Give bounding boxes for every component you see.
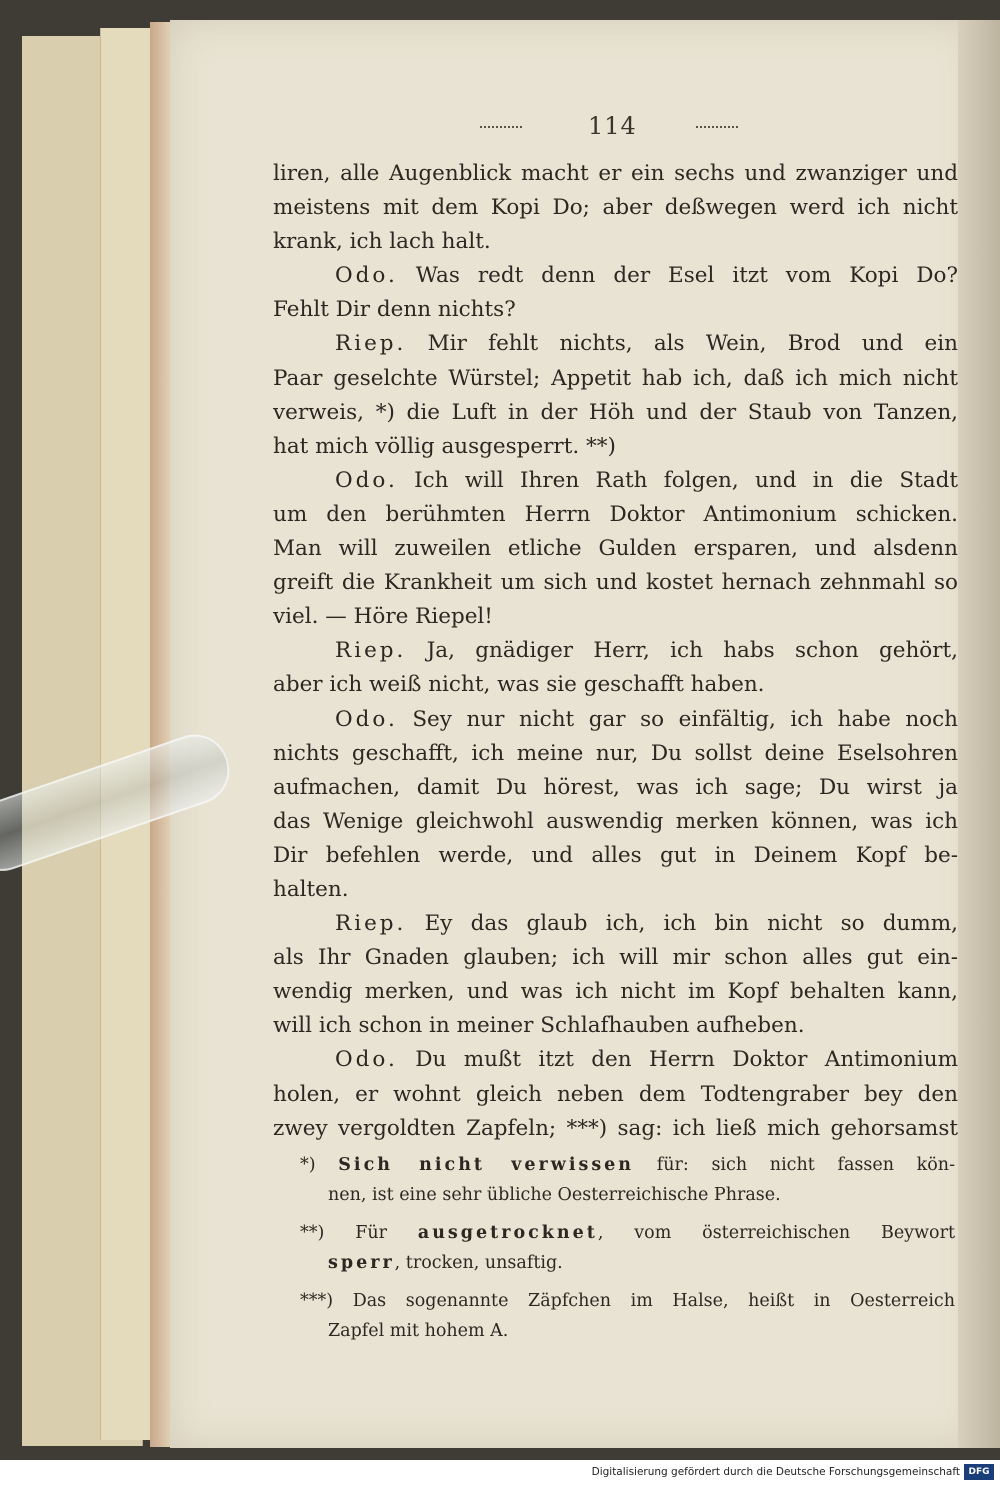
text-line (273, 805, 958, 839)
text-line (273, 907, 958, 941)
text-line (273, 668, 958, 702)
text-line (273, 634, 958, 668)
footnote-line (300, 1150, 955, 1180)
page-right-edge (958, 20, 1000, 1448)
text-line (273, 600, 958, 634)
speaker-name: Riep. (335, 638, 407, 664)
line-text: greift die Krankheit um sich und kostet hernach zehnmahl so (273, 570, 958, 596)
line-text: Paar geselchte Würstel; Appetit hab ich, daß ich mich nicht (273, 365, 958, 391)
text-line (273, 225, 958, 259)
footnote-line (300, 1286, 955, 1316)
text-line (273, 737, 958, 771)
text-line (273, 975, 958, 1009)
speaker-name: Odo. (335, 706, 398, 732)
text-line (273, 157, 958, 191)
line-text: nichts geschafft, ich meine nur, Du sollst deine Eselsohren (273, 740, 958, 766)
footnote-line (300, 1218, 955, 1248)
text-line (273, 1009, 958, 1043)
line-text: Mir fehlt nichts, als Wein, Brod und ein (427, 331, 958, 357)
speaker-name: Riep. (335, 331, 407, 357)
text-line (273, 703, 958, 737)
text-line (273, 396, 958, 430)
text-line (273, 259, 958, 293)
text-line (273, 1043, 958, 1077)
dfg-logo: DFG (964, 1464, 994, 1480)
text-line (273, 566, 958, 600)
line-text: das Wenige gleichwohl auswendig merken können, was ich (273, 808, 958, 834)
text-line (273, 191, 958, 225)
footnotes (300, 1150, 955, 1354)
page-number: 114 (588, 112, 637, 140)
header-ornament-right (696, 126, 738, 128)
footnote-text: Für (355, 1223, 418, 1243)
body-text (273, 157, 958, 1146)
speaker-name: Odo. (335, 263, 398, 289)
text-line (273, 771, 958, 805)
text-line (273, 532, 958, 566)
text-line (273, 430, 958, 464)
text-line (273, 873, 958, 907)
footnote-marker: **) (300, 1223, 325, 1243)
footnote-emphasis: sperr (328, 1253, 395, 1273)
footnote-line (300, 1180, 955, 1210)
line-text: Man will zuweilen etliche Gulden ersparen, und alsdenn (273, 536, 958, 562)
line-text: holen, er wohnt gleich neben dem Todtengraber bey den (273, 1081, 958, 1107)
line-text: will ich schon in meiner Schlafhauben aufheben. (273, 1013, 805, 1039)
line-text: Dir befehlen werde, und alles gut in Deinem Kopf be- (273, 842, 958, 868)
line-text: aber ich weiß nicht, was sie geschafft haben. (273, 672, 765, 698)
footnote-spacer (300, 1210, 955, 1218)
footnote-emphasis: Sich nicht verwissen (338, 1155, 635, 1175)
line-text: Du mußt itzt den Herrn Doktor Antimonium (415, 1047, 958, 1073)
footnote-line (300, 1316, 955, 1346)
footnote-text: nen, ist eine sehr übliche Oesterreichische Phrase. (328, 1185, 781, 1205)
line-text: Was redt denn der Esel itzt vom Kopi Do? (415, 263, 958, 289)
header-ornament-left (480, 126, 522, 128)
speaker-name: Odo. (335, 467, 398, 493)
footer-bar (0, 1460, 1000, 1487)
footnote-text: Das sogenannte Zäpfchen im Halse, heißt in Oesterreich (352, 1291, 955, 1311)
line-text: liren, alle Augenblick macht er ein sechs und zwanziger und (273, 161, 958, 186)
page-header (470, 112, 760, 142)
line-text: verweis, *) die Luft in der Höh und der Staub von Tanzen, (273, 399, 958, 425)
footnote-spacer (300, 1346, 955, 1354)
line-text: Fehlt Dir denn nichts? (273, 297, 516, 323)
digitization-credit: Digitalisierung gefördert durch die Deutsche Forschungsgemeinschaft (591, 1466, 960, 1478)
line-text: Ey das glaub ich, ich bin nicht so dumm, (424, 911, 958, 937)
text-line (273, 464, 958, 498)
line-text: als Ihr Gnaden glauben; ich will mir schon alles gut ein- (273, 945, 958, 971)
footnote-marker: ***) (300, 1291, 334, 1311)
line-text: aufmachen, damit Du hörest, was ich sage; Du wirst ja (273, 774, 958, 800)
text-line (273, 293, 958, 327)
text-line (273, 1078, 958, 1112)
line-text: krank, ich lach halt. (273, 229, 491, 255)
line-text: Ja, gnädiger Herr, ich habs schon gehört, (426, 638, 958, 664)
line-text: zwey vergoldten Zapfeln; ***) sag: ich ließ mich gehorsamst (273, 1115, 958, 1141)
text-line (273, 941, 958, 975)
footnote-line (300, 1248, 955, 1278)
line-text: um den berühmten Herrn Doktor Antimonium schicken. (273, 501, 958, 527)
text-line (273, 327, 958, 361)
footnote-text: , trocken, unsaftig. (394, 1253, 563, 1273)
text-line (273, 498, 958, 532)
footnote-marker: *) (300, 1155, 316, 1175)
line-text: halten. (273, 876, 349, 902)
text-line (273, 362, 958, 396)
footnote-text: für: sich nicht fassen kön- (634, 1155, 955, 1175)
line-text: viel. — Höre Riepel! (273, 604, 493, 630)
footnote-text: Zapfel mit hohem A. (328, 1321, 509, 1341)
speaker-name: Riep. (335, 911, 407, 937)
line-text: Sey nur nicht gar so einfältig, ich habe noch (412, 706, 958, 732)
line-text: wendig merken, und was ich nicht im Kopf behalten kann, (273, 979, 958, 1005)
speaker-name: Odo. (335, 1047, 398, 1073)
footnote-emphasis: ausgetrocknet (417, 1223, 598, 1243)
line-text: hat mich völlig ausgesperrt. **) (273, 433, 616, 459)
line-text: Ich will Ihren Rath folgen, und in die Stadt (414, 467, 958, 493)
line-text: meistens mit dem Kopi Do; aber deßwegen werd ich nicht (273, 195, 958, 221)
footnote-spacer (300, 1278, 955, 1286)
text-line (273, 839, 958, 873)
text-line (273, 1112, 958, 1146)
footnote-text: , vom österreichischen Beywort (597, 1223, 955, 1243)
